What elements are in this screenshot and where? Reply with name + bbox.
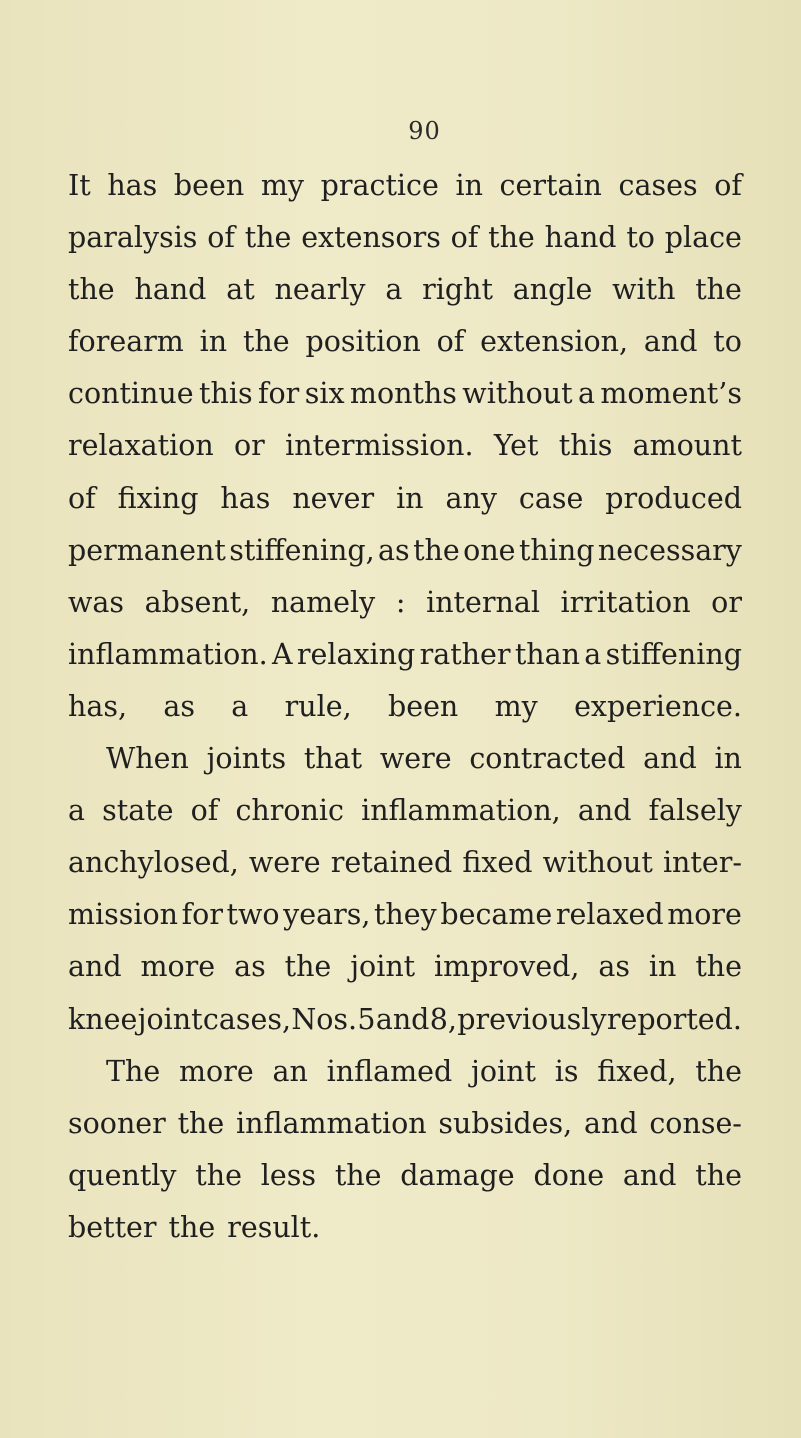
word: the: [695, 273, 742, 307]
word: were: [248, 846, 321, 880]
word: stiffening,: [229, 533, 375, 567]
text-line: [68, 1098, 742, 1150]
word: knee: [68, 1002, 138, 1036]
word: inflamed: [326, 1054, 453, 1088]
text-line: [68, 368, 742, 420]
word: subsides,: [438, 1106, 573, 1140]
word: experience.: [574, 689, 742, 723]
word: joint: [137, 1002, 203, 1036]
word: practice: [320, 169, 439, 202]
word: my: [260, 169, 305, 202]
word: this: [558, 429, 613, 463]
word: stiffening: [605, 637, 742, 671]
word: the: [244, 221, 292, 255]
word: It: [68, 169, 91, 202]
word: contracted: [469, 742, 626, 776]
word: 5: [357, 1002, 376, 1036]
word: intermission.: [285, 429, 474, 463]
word: position: [305, 325, 421, 359]
word: of: [714, 169, 742, 202]
word: relaxed: [555, 898, 664, 932]
word: of: [68, 481, 96, 515]
word: in: [455, 169, 483, 202]
word: as: [234, 950, 266, 984]
word: necessary: [597, 533, 742, 567]
word: the: [177, 1106, 225, 1140]
word: quently: [68, 1158, 177, 1192]
word: the: [68, 273, 115, 307]
word: place: [664, 221, 742, 255]
word: done: [533, 1158, 605, 1192]
word: the: [413, 533, 460, 567]
word: absent,: [144, 585, 251, 619]
text-line: [68, 1046, 742, 1098]
word: certain: [499, 169, 602, 202]
word: of: [436, 325, 465, 359]
word: or: [711, 585, 742, 619]
word: case: [518, 481, 584, 515]
word: as: [378, 533, 410, 567]
word: falsely: [648, 794, 742, 828]
word: and: [643, 742, 697, 776]
word: that: [303, 742, 363, 776]
word: at: [226, 273, 255, 307]
word: and: [375, 1002, 430, 1036]
word: less: [260, 1158, 317, 1192]
word: produced: [605, 481, 742, 515]
word: the: [334, 1158, 382, 1192]
word: right: [422, 273, 493, 307]
word: permanent: [68, 533, 226, 567]
word: previously: [457, 1002, 607, 1036]
word: and: [583, 1106, 638, 1140]
word: inter-: [662, 846, 742, 880]
text-line: [68, 629, 742, 681]
word: cases,: [202, 1002, 292, 1036]
word: A: [271, 637, 293, 671]
text-line: [68, 733, 742, 785]
word: damage: [400, 1158, 515, 1192]
word: in: [714, 742, 742, 776]
word: inflammation,: [361, 794, 561, 828]
word: was: [68, 585, 125, 619]
word: and: [643, 325, 698, 359]
word: continue: [68, 377, 194, 411]
word: of: [190, 794, 219, 828]
text-line: [68, 1150, 742, 1202]
word: extensors: [301, 221, 441, 255]
word: as: [163, 689, 195, 723]
text-line: [68, 525, 742, 577]
word: and: [622, 1158, 677, 1192]
word: extension,: [480, 325, 629, 359]
text-line: [68, 316, 742, 368]
text-line: [68, 941, 742, 993]
word: more: [667, 898, 742, 932]
word: the: [695, 1054, 742, 1088]
word: rather: [419, 637, 511, 671]
text-line: [68, 160, 742, 212]
word: joints: [206, 742, 287, 776]
word: an: [272, 1054, 308, 1088]
word: thing: [518, 533, 595, 567]
word: fixing: [117, 481, 199, 515]
word: Yet: [493, 429, 539, 463]
word: result.: [227, 1210, 321, 1244]
word: six: [304, 377, 345, 411]
word: and: [577, 794, 632, 828]
word: without: [542, 846, 653, 880]
word: inflammation.: [68, 637, 268, 671]
word: state: [102, 794, 174, 828]
word: chronic: [235, 794, 344, 828]
word: fixed: [462, 846, 533, 880]
word: for: [181, 898, 223, 932]
word: Nos.: [291, 1002, 358, 1036]
word: with: [612, 273, 676, 307]
word: angle: [512, 273, 593, 307]
word: internal: [426, 585, 540, 619]
word: the: [168, 1210, 216, 1244]
word: amount: [632, 429, 742, 463]
word: became: [440, 898, 553, 932]
word: retained: [330, 846, 453, 880]
word: moment’s: [600, 377, 742, 411]
page-number: 90: [408, 117, 441, 145]
word: my: [494, 689, 538, 723]
word: a: [577, 377, 595, 411]
word: namely: [270, 585, 376, 619]
word: this: [199, 377, 253, 411]
word: a: [68, 794, 85, 828]
word: improved,: [434, 950, 580, 984]
word: 8,: [429, 1002, 457, 1036]
word: the: [242, 325, 290, 359]
word: has: [220, 481, 271, 515]
word: better: [68, 1210, 157, 1244]
word: they: [373, 898, 437, 932]
word: joint: [471, 1054, 536, 1088]
word: been: [387, 689, 459, 723]
word: of: [207, 221, 235, 255]
word: been: [173, 169, 245, 202]
word: anchylosed,: [68, 846, 239, 880]
word: to: [626, 221, 655, 255]
word: reported.: [606, 1002, 742, 1036]
word: any: [445, 481, 497, 515]
word: the: [488, 221, 535, 255]
word: years,: [283, 898, 371, 932]
word: than: [514, 637, 580, 671]
text-line: [68, 785, 742, 837]
text-line: [68, 837, 742, 889]
word: relaxation: [68, 429, 214, 463]
word: has: [107, 169, 158, 202]
word: inflammation: [236, 1106, 427, 1140]
word: the: [695, 1158, 742, 1192]
text-line: [68, 994, 742, 1046]
word: rule,: [284, 689, 352, 723]
word: has,: [68, 689, 128, 723]
text-line: [68, 681, 742, 733]
word: the: [195, 1158, 242, 1192]
word: the: [695, 950, 742, 984]
word: more: [179, 1054, 254, 1088]
word: two: [226, 898, 280, 932]
word: one: [463, 533, 516, 567]
word: a: [584, 637, 602, 671]
word: nearly: [274, 273, 366, 307]
text-line: [68, 212, 742, 264]
word: to: [713, 325, 742, 359]
word: sooner: [68, 1106, 166, 1140]
word: a: [385, 273, 403, 307]
word: When: [106, 742, 189, 776]
text-line: [68, 264, 742, 316]
word: mission: [68, 898, 179, 932]
word: hand: [544, 221, 617, 255]
text-line: [68, 889, 742, 941]
word: forearm: [68, 325, 184, 359]
word: hand: [134, 273, 207, 307]
text-line: [68, 1202, 742, 1254]
text-line: [68, 473, 742, 525]
word: without: [462, 377, 573, 411]
word: for: [257, 377, 300, 411]
word: and: [68, 950, 122, 984]
word: the: [284, 950, 332, 984]
word: relaxing: [296, 637, 416, 671]
word: The: [106, 1054, 161, 1088]
word: months: [349, 377, 457, 411]
text-line: [68, 577, 742, 629]
word: a: [231, 689, 249, 723]
word: as: [598, 950, 631, 984]
word: :: [395, 585, 406, 619]
word: is: [554, 1054, 579, 1088]
word: fixed,: [597, 1054, 677, 1088]
word: never: [292, 481, 375, 515]
word: in: [648, 950, 677, 984]
text-line: [68, 420, 742, 472]
word: in: [396, 481, 424, 515]
word: were: [379, 742, 452, 776]
word: cases: [618, 169, 698, 202]
body-text: [68, 160, 742, 1254]
word: or: [234, 429, 265, 463]
word: of: [450, 221, 479, 255]
word: in: [199, 325, 228, 359]
word: more: [140, 950, 216, 984]
word: conse-: [649, 1106, 742, 1140]
word: irritation: [560, 585, 691, 619]
word: joint: [350, 950, 416, 984]
word: paralysis: [68, 221, 198, 255]
